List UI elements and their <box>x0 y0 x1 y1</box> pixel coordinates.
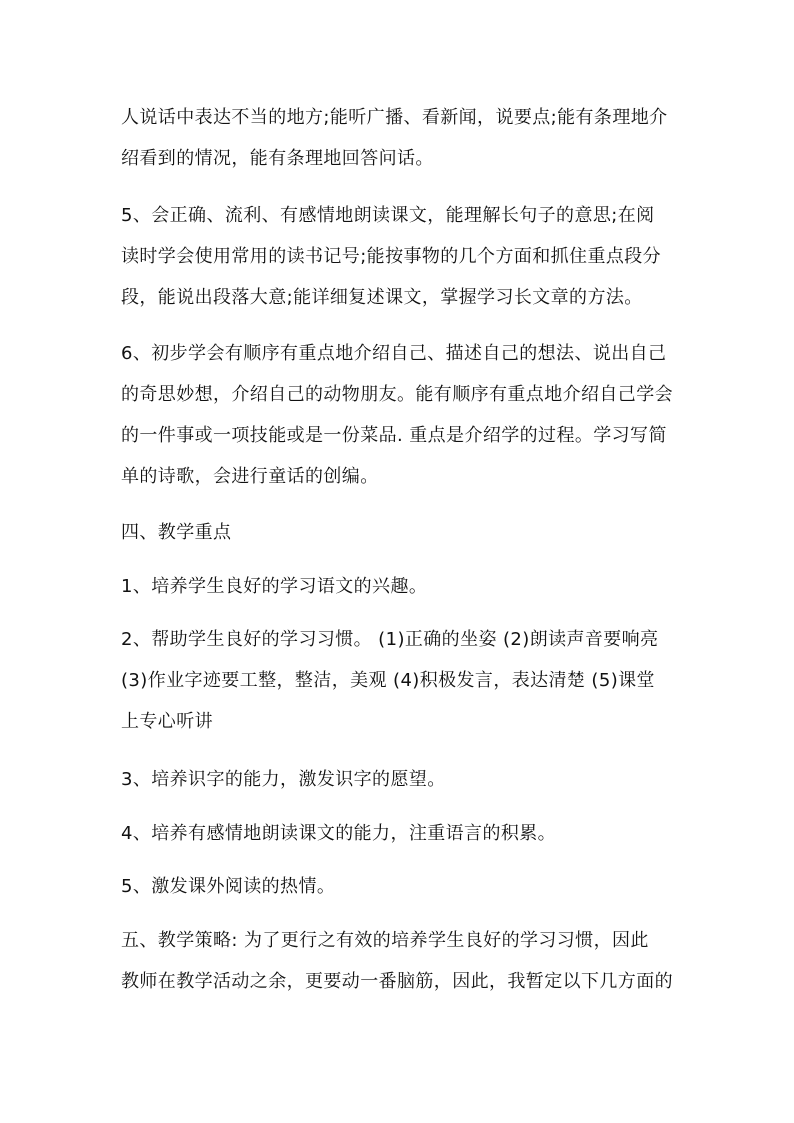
paragraph-focus-5 <box>121 866 681 907</box>
text-line: 3、培养识字的能力，激发识字的愿望。 <box>121 769 446 790</box>
paragraph-focus-1 <box>121 566 681 607</box>
text-line: 5、会正确、流利、有感情地朗读课文，能理解长句子的意思;在阅 <box>121 205 655 226</box>
text-line: 上专心听讲 <box>121 711 213 732</box>
text-line: 段，能说出段落大意;能详细复述课文，掌握学习长文章的方法。 <box>121 287 643 308</box>
text-line: 五、教学策略: 为了更行之有效的培养学生良好的学习习惯，因此 <box>121 930 649 951</box>
section-heading: 四、教学重点 <box>121 522 232 543</box>
paragraph-focus-4 <box>121 813 681 854</box>
text-line: 人说话中表达不当的地方;能听广播、看新闻，说要点;能有条理地介 <box>121 107 668 128</box>
text-line: 教师在教学活动之余，更要动一番脑筋，因此，我暂定以下几方面的 <box>121 971 673 992</box>
text-line: 4、培养有感情地朗读课文的能力，注重语言的积累。 <box>121 823 557 844</box>
text-line: 的奇思妙想，介绍自己的动物朋友。能有顺序有重点地介绍自己学会 <box>121 384 673 405</box>
section-heading-teaching-focus <box>121 512 681 553</box>
paragraph-item-5-reading <box>121 195 681 318</box>
paragraph-teaching-strategy <box>121 920 681 1002</box>
text-line: 5、激发课外阅读的热情。 <box>121 876 336 897</box>
text-line: 读时学会使用常用的读书记号;能按事物的几个方面和抓住重点段分 <box>121 246 662 267</box>
paragraph-focus-3 <box>121 759 681 800</box>
text-line: 单的诗歌，会进行童话的创编。 <box>121 466 379 487</box>
text-line: 1、培养学生良好的学习语文的兴趣。 <box>121 576 428 597</box>
text-line: (3)作业字迹要工整，整洁，美观 (4)积极发言，表达清楚 (5)课堂 <box>121 670 655 691</box>
paragraph-listening-speaking <box>121 97 681 179</box>
text-line: 2、帮助学生良好的学习习惯。 (1)正确的坐姿 (2)朗读声音要响亮 <box>121 629 659 650</box>
text-line: 绍看到的情况，能有条理地回答问话。 <box>121 148 434 169</box>
paragraph-focus-2 <box>121 619 681 742</box>
text-line: 6、初步学会有顺序有重点地介绍自己、描述自己的想法、说出自己 <box>121 343 667 364</box>
paragraph-item-6-writing <box>121 333 681 497</box>
text-line: 的一件事或一项技能或是一份菜品. 重点是介绍学的过程。学习写简 <box>121 425 667 446</box>
